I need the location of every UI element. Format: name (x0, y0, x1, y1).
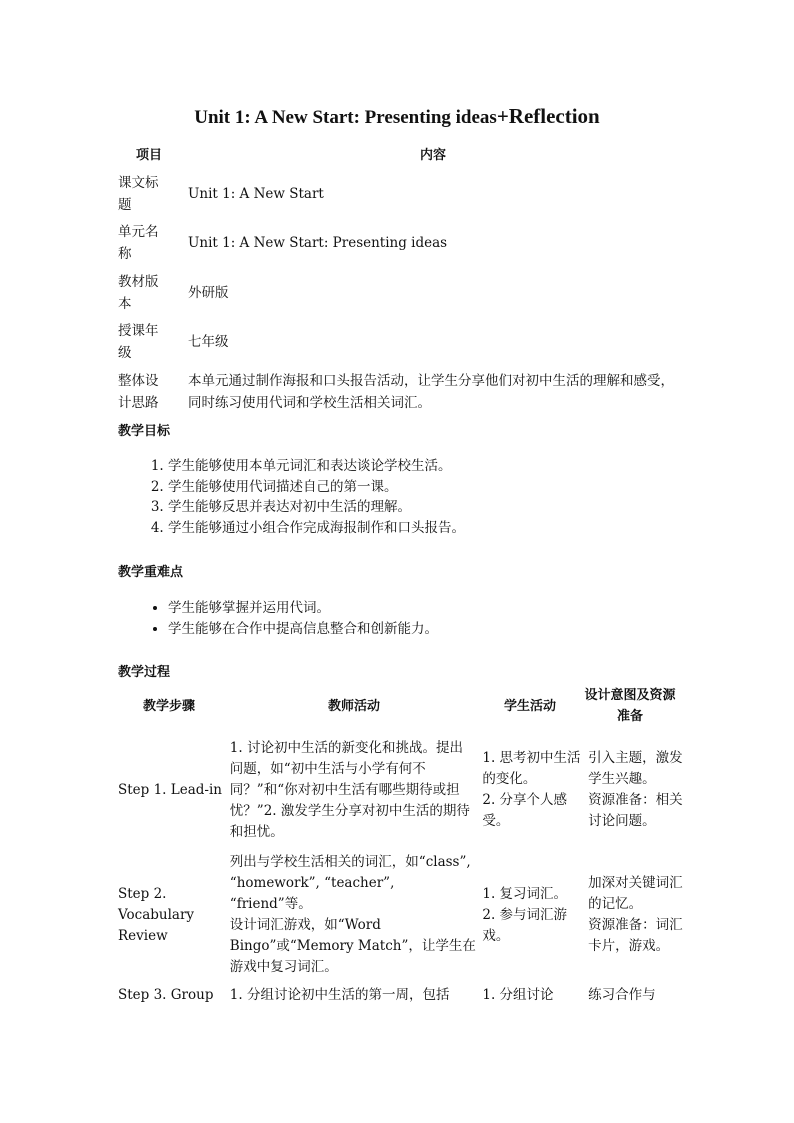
header-content: 内容 (419, 148, 446, 163)
student-cell: 1. 思考初中生活的变化。 2. 分享个人感受。 (482, 750, 581, 829)
table-row (118, 983, 688, 1015)
info-value: Unit 1: A New Start (188, 186, 324, 202)
intent-cell: 练习合作与 (588, 987, 656, 1003)
info-row (118, 268, 678, 318)
list-item: • 学生能够掌握并运用代词。 (168, 598, 438, 619)
header-item: 项目 (135, 148, 162, 163)
difficulties-list (118, 598, 438, 639)
teacher-cell (230, 985, 477, 1006)
info-row (118, 318, 678, 366)
info-key: 授课年级 (118, 323, 159, 361)
teacher-text: 列出与学校生活相关的词汇，如“class”, “homework”, “teacher”, “friend”等。 (229, 854, 471, 912)
info-value: 外研版 (188, 285, 229, 301)
list-item: 1. 学生能够使用本单元词汇和表达谈论学校生活。 (168, 456, 465, 477)
info-table (118, 138, 678, 420)
process-table (118, 683, 688, 1015)
list-item: 2. 学生能够使用代词描述自己的第一课。 (168, 477, 465, 498)
info-row (118, 170, 678, 218)
info-table-header (118, 138, 678, 170)
difficulties-heading: 教学重难点 (118, 565, 184, 580)
info-key: 单元名称 (118, 224, 159, 262)
info-row (118, 218, 678, 268)
info-row (118, 366, 678, 420)
page-title (0, 104, 794, 129)
student-cell: 1. 复习词汇。 2. 参与词汇游戏。 (482, 885, 568, 944)
title-main: Unit 1: A New Start: Presenting ideas (194, 107, 497, 128)
info-key: 整体设计思路 (118, 373, 159, 411)
table-row (118, 733, 688, 847)
process-heading: 教学过程 (118, 665, 171, 680)
teacher-text: 设计词汇游戏，如“Word Bingo”或“Memory Match”，让学生在游戏中复习词汇。 (229, 917, 476, 975)
list-item: 3. 学生能够反思并表达对初中生活的理解。 (168, 497, 465, 518)
info-value: 七年级 (188, 334, 229, 350)
step-cell: Step 1. Lead-in (118, 781, 222, 798)
info-value: Unit 1: A New Start: Presenting ideas (188, 235, 448, 251)
list-item: • 学生能够在合作中提高信息整合和创新能力。 (168, 619, 438, 640)
step-cell: Step 3. Group (118, 987, 214, 1003)
list-item: 4. 学生能够通过小组合作完成海报制作和口头报告。 (168, 518, 465, 539)
header-step: 教学步骤 (142, 699, 195, 714)
info-key: 教材版本 (118, 274, 159, 312)
info-key: 课文标题 (118, 175, 159, 213)
header-intent: 设计意图及资源准备 (584, 688, 676, 724)
teacher-cell (230, 852, 477, 978)
info-value: 本单元通过制作海报和口头报告活动，让学生分享他们对初中生活的理解和感受，同时练习使用代词和学校生活相关词汇。 (188, 373, 674, 411)
teacher-text: 1. 分组讨论初中生活的第一周，包括 (229, 987, 450, 1003)
title-tail: +Reflection (496, 104, 600, 128)
header-student: 学生活动 (503, 699, 556, 714)
intent-cell: 引入主题，激发学生兴趣。 资源准备：相关讨论问题。 (588, 750, 683, 829)
table-row (118, 847, 688, 983)
header-teacher: 教师活动 (327, 699, 380, 714)
process-table-header (118, 683, 688, 733)
teacher-cell (230, 738, 477, 843)
teacher-text: 1. 讨论初中生活的新变化和挑战。提出问题，如“初中生活与小学有何不同？”和“你对初中生活有哪些期待或担忧？”2. 激发学生分享对初中生活的期待和担忧。 (229, 739, 470, 840)
student-cell: 1. 分组讨论 (482, 987, 554, 1003)
objectives-heading: 教学目标 (118, 424, 171, 439)
step-cell: Step 2. Vocabulary Review (118, 885, 195, 944)
intent-cell: 加深对关键词汇的记忆。 资源准备：词汇卡片，游戏。 (588, 875, 683, 954)
objectives-list (118, 456, 465, 538)
